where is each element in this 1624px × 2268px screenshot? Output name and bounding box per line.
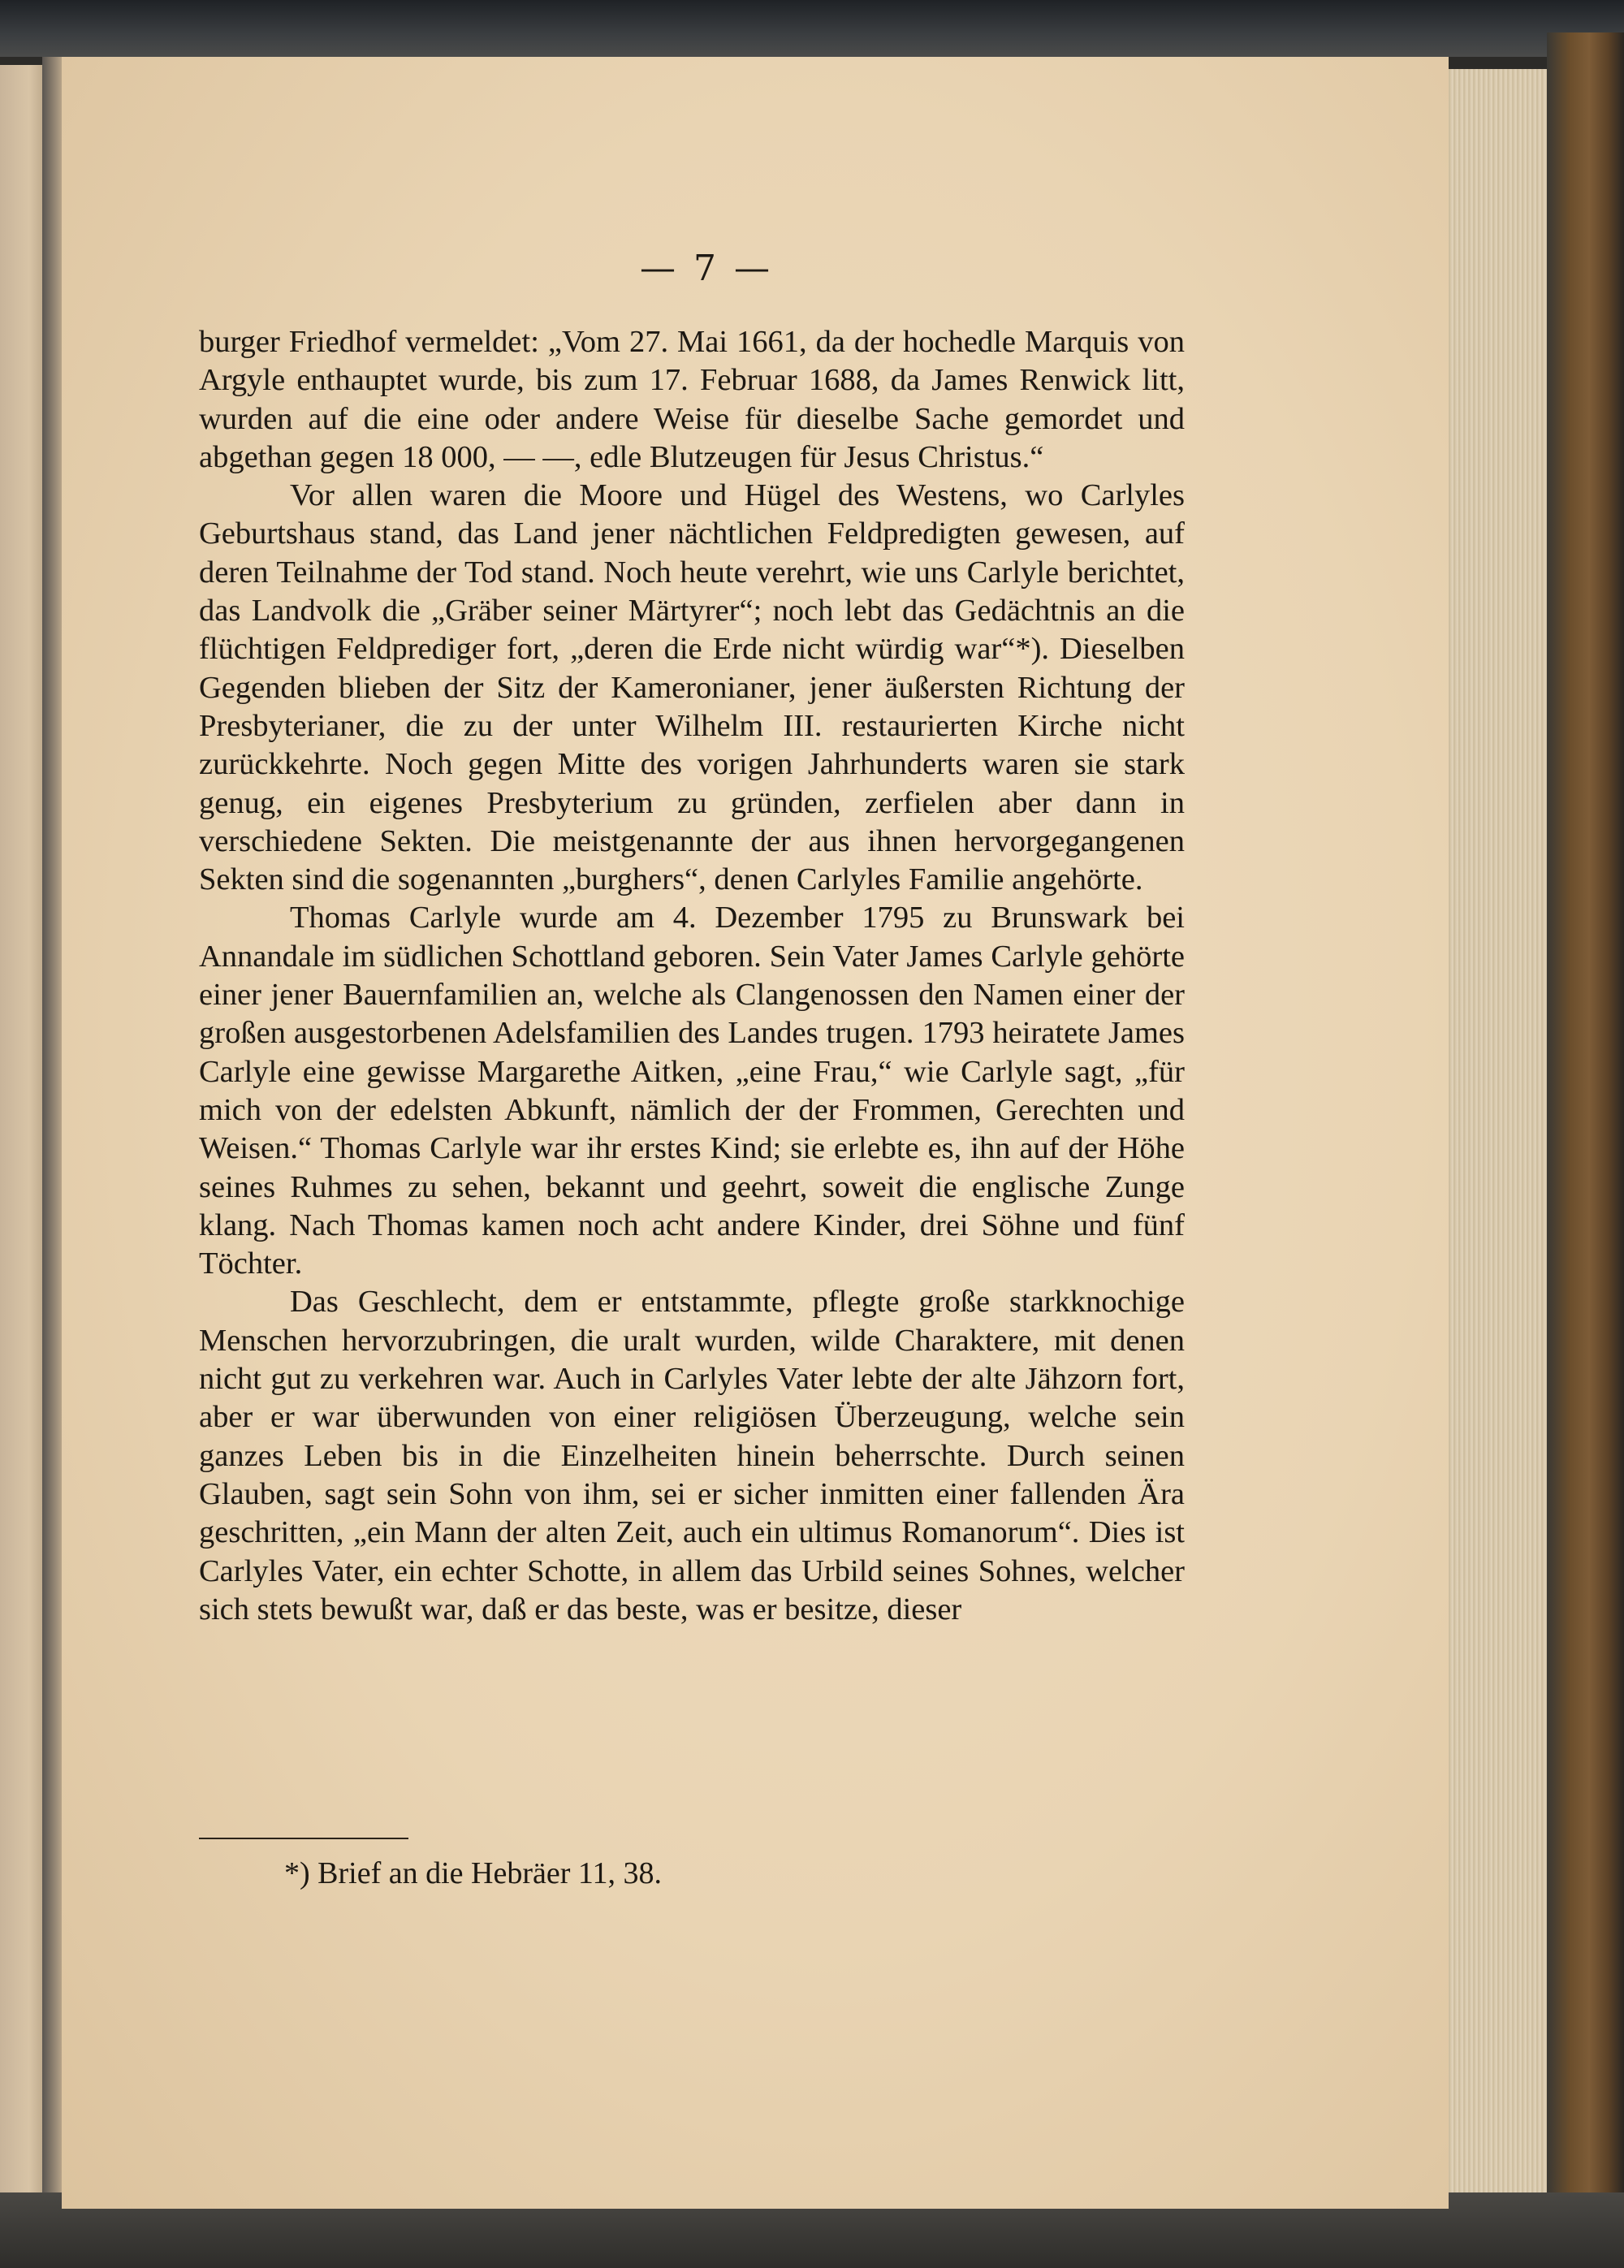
paragraph: burger Friedhof vermeldet: „Vom 27. Mai 1661, da der hochedle Marquis von Argyle enthauptet wurde, bis zum 17. Februar 1688, da James Renwick litt, wurden auf die eine oder andere Weise für dieselbe Sache gemordet und abgethan gegen 18 000, — —, edle Blutzeugen für Jesus Christus.“ xyxy=(199,325,1185,474)
paragraph: Das Geschlecht, dem er entstammte, pflegte große starkknochige Menschen hervorzubringen, die uralt wurden, wilde Charaktere, mit denen nicht gut zu verkehren war. Auch in Carlyles Vater lebte der alte Jähzorn fort, aber er war überwunden von einer religiösen Überzeugung, welche sein ganzes Leben bis in die Einzelheiten hinein beherrschte. Durch seinen Glauben, sagt sein Sohn von ihm, sei er sicher inmitten einer fallenden Ära geschritten, „ein Mann der alten Zeit, auch ein ultimus Romanorum“. Dies ist Carlyles Vater, ein echter Schotte, in allem das Urbild seines Sohnes, welcher sich stets bewußt war, daß er das beste, was er besitze, dieser xyxy=(199,1285,1185,1626)
page-number: — 7 — xyxy=(640,248,773,289)
footnote-rule xyxy=(199,1838,408,1839)
book-cover-right xyxy=(1547,32,1624,2268)
book-cover-top xyxy=(0,0,1624,57)
footnote: *) Brief an die Hebräer 11, 38. xyxy=(284,1856,662,1890)
left-page-edge xyxy=(0,65,49,2225)
paragraph: Vor allen waren die Moore und Hügel des Westens, wo Carlyles Geburtshaus stand, das Land jener nächtlichen Feldpredigten gewesen, auf deren Teilnahme der Tod stand. Noch heute verehrt, wie uns Carlyle berichtet, das Landvolk die „Gräber seiner Märtyrer“; noch lebt das Gedächtnis an die flüchtigen Feldprediger fort, „deren die Erde nicht würdig war“*). Dieselben Gegenden blieben der Sitz der Kameronianer, jener äußersten Richtung der Presbyterianer, die zu der unter Wilhelm III. restaurierten Kirche nicht zurückkehrte. Noch gegen Mitte des vorigen Jahrhunderts waren sie stark genug, ein eigenes Presbyterium zu gründen, zerfielen aber dann in verschiedene Sekten. Die meistgenannte der aus ihnen hervorgegangenen Sekten sind die sogenannten „burghers“, denen Carlyles Familie angehörte. xyxy=(199,478,1185,897)
body-text xyxy=(199,323,1185,1629)
paragraph: Thomas Carlyle wurde am 4. Dezember 1795 zu Brunswark bei Annandale im südlichen Schottland geboren. Sein Vater James Carlyle gehörte einer jener Bauernfamilien an, welche als Clangenossen den Namen einer der großen ausgestorbenen Adelsfamilien des Landes trugen. 1793 heiratete James Carlyle eine gewisse Margarethe Aitken, „eine Frau,“ wie Carlyle sagt, „für mich von der edelsten Abkunft, nämlich der der Frommen, Gerechten und Weisen.“ Thomas Carlyle war ihr erstes Kind; sie erlebte es, ihn auf der Höhe seines Ruhmes zu sehen, bekannt und geehrt, soweit die englische Zunge klang. Nach Thomas kamen noch acht andere Kinder, drei Söhne und fünf Töchter. xyxy=(199,901,1185,1281)
